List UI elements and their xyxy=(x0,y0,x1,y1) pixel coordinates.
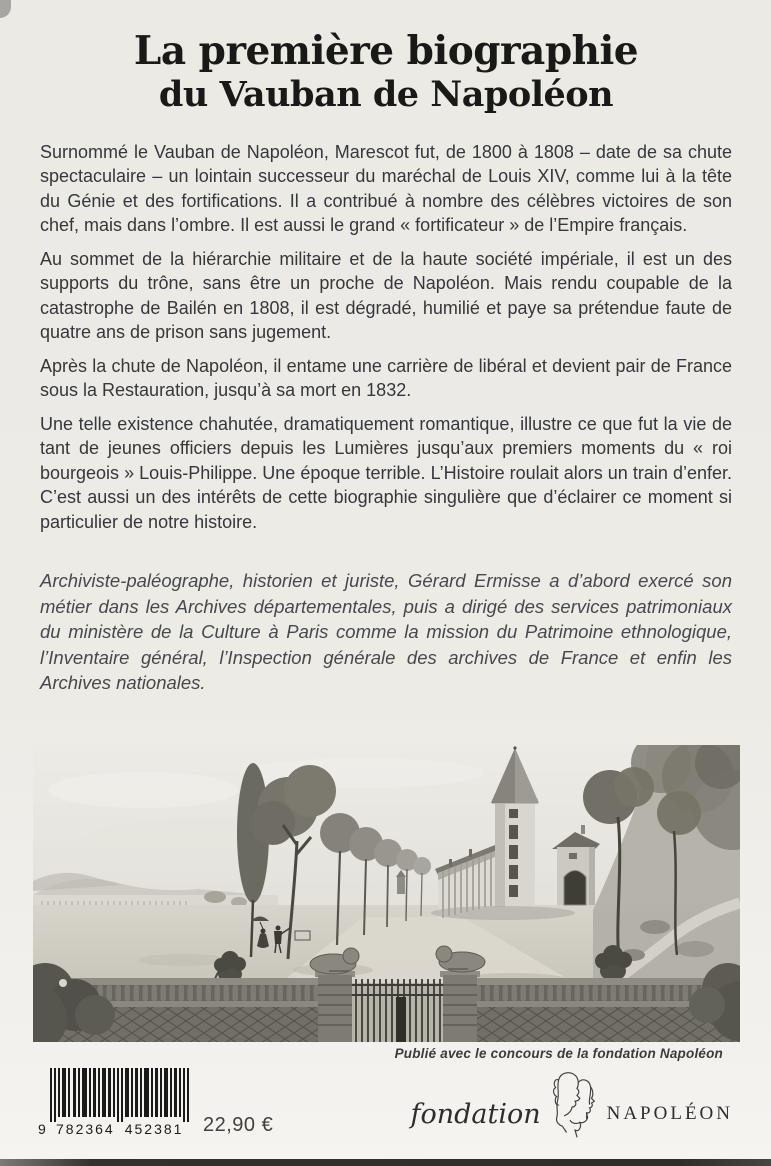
chateau-park-engraving xyxy=(33,745,740,1042)
illustration-caption: Publié avec le concours de la fondation Napoléon xyxy=(394,1046,723,1061)
synopsis-paragraph: Après la chute de Napoléon, il entame une carrière de libéral et devient pair de France sous la Restauration, jusqu’à sa mort en 1832. xyxy=(40,355,732,401)
book-title xyxy=(40,30,732,114)
cover-content xyxy=(40,0,732,696)
ean-barcode xyxy=(38,1068,198,1137)
napoleon-profiles-icon xyxy=(547,1067,605,1147)
isbn-group1: 782364 xyxy=(56,1121,115,1137)
synopsis-paragraph: Une telle existence chahutée, dramatiquement romantique, illustre ce que fut la vie de tant de jeunes officiers depuis les Lumières jusqu’aux premiers moments du « roi bourgeois » Louis-Philippe. Une époque terrible. L’Histoire roulait alors un train d’enfer. C’est aussi un des intérêts de cette biographie singulière que d’éclairer ce moment si particulier de notre histoire. xyxy=(40,413,732,532)
synopsis xyxy=(40,140,732,535)
isbn-lead-digit: 9 xyxy=(38,1121,46,1137)
scan-smudge xyxy=(0,0,11,18)
logo-script-text: fondation xyxy=(410,1098,541,1130)
barcode-bars xyxy=(48,1068,194,1122)
synopsis-paragraph: Surnommé le Vauban de Napoléon, Marescot fut, de 1800 à 1808 – date de sa chute spectaculaire – un lointain successeur du maréchal de Louis XIV, comme lui à la tête du Génie et des fortifications. Il a contribué à nombre des célèbres victoires de son chef, mais dans l’ombre. Il est aussi le grand « fortificateur » de l’Empire français. xyxy=(40,141,732,236)
isbn-digits xyxy=(38,1121,198,1137)
fondation-napoleon-logo xyxy=(410,1062,733,1152)
logo-caps-text: NAPOLÉON xyxy=(606,1103,733,1124)
footer xyxy=(0,1062,771,1160)
book-title-line1: La première biographie xyxy=(133,28,639,74)
author-bio: Archiviste-paléographe, historien et juriste, Gérard Ermisse a d’abord exercé son métier dans les Archives départementales, puis a dirigé des services patrimoniaux du ministère de la Culture à Paris comme la mission du Patrimoine ethnologique, l’Inventaire général, l’Inspection générale des archives de France et enfin les Archives nationales. xyxy=(40,570,732,694)
isbn-group2: 452381 xyxy=(124,1121,184,1137)
book-title-line2: du Vauban de Napoléon xyxy=(158,74,614,116)
price: 22,90 € xyxy=(203,1114,274,1136)
scan-edge-strip xyxy=(0,1159,771,1166)
synopsis-paragraph: Au sommet de la hiérarchie militaire et de la haute société impériale, il est un des supports du trône, sans être un proche de Napoléon. Mais rendu coupable de la catastrophe de Bailén en 1808, il est dégradé, humilié et paye sa prétendue faute de quatre ans de prison sans jugement. xyxy=(40,248,732,343)
